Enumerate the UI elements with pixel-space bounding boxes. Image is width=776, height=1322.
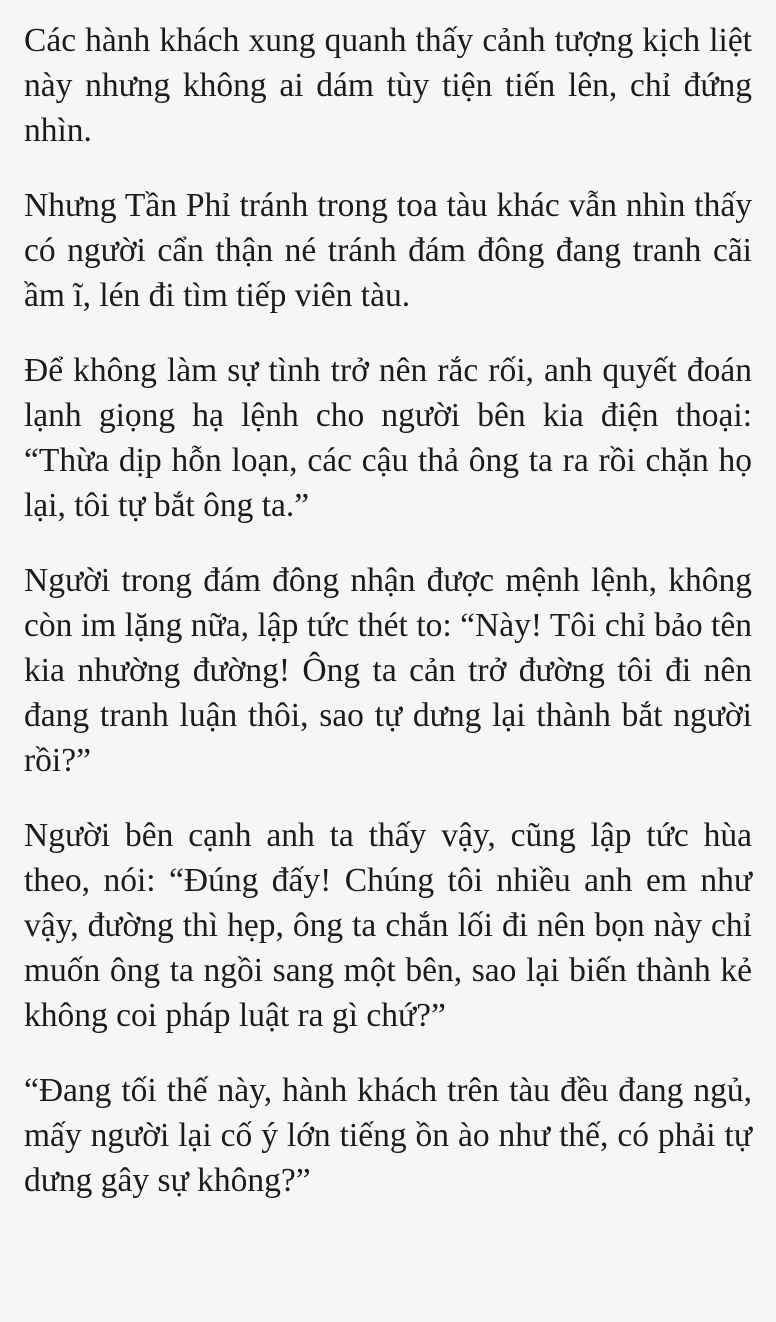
paragraph: Người trong đám đông nhận được mệnh lệnh, không còn im lặng nữa, lập tức thét to: “Này! Tôi chỉ bảo tên kia nhường đường! Ông ta cản trở đường tôi đi nên đang tranh luận thôi, sao tự dưng lại thành bắt người rồi?” [24, 562, 752, 779]
chapter-text-body [24, 18, 752, 1203]
paragraph: Để không làm sự tình trở nên rắc rối, anh quyết đoán lạnh giọng hạ lệnh cho người bên kia điện thoại: “Thừa dịp hỗn loạn, các cậu thả ông ta ra rồi chặn họ lại, tôi tự bắt ông ta.” [24, 352, 752, 524]
paragraph: Người bên cạnh anh ta thấy vậy, cũng lập tức hùa theo, nói: “Đúng đấy! Chúng tôi nhiều anh em như vậy, đường thì hẹp, ông ta chắn lối đi nên bọn này chỉ muốn ông ta ngồi sang một bên, sao lại biến thành kẻ không coi pháp luật ra gì chứ?” [24, 817, 752, 1034]
paragraph: Các hành khách xung quanh thấy cảnh tượng kịch liệt này nhưng không ai dám tùy tiện tiến lên, chỉ đứng nhìn. [24, 22, 752, 149]
paragraph: Nhưng Tần Phỉ tránh trong toa tàu khác vẫn nhìn thấy có người cẩn thận né tránh đám đông đang tranh cãi ầm ĩ, lén đi tìm tiếp viên tàu. [24, 187, 752, 314]
paragraph: “Đang tối thế này, hành khách trên tàu đều đang ngủ, mấy người lại cố ý lớn tiếng ồn ào như thế, có phải tự dưng gây sự không?” [24, 1072, 752, 1199]
